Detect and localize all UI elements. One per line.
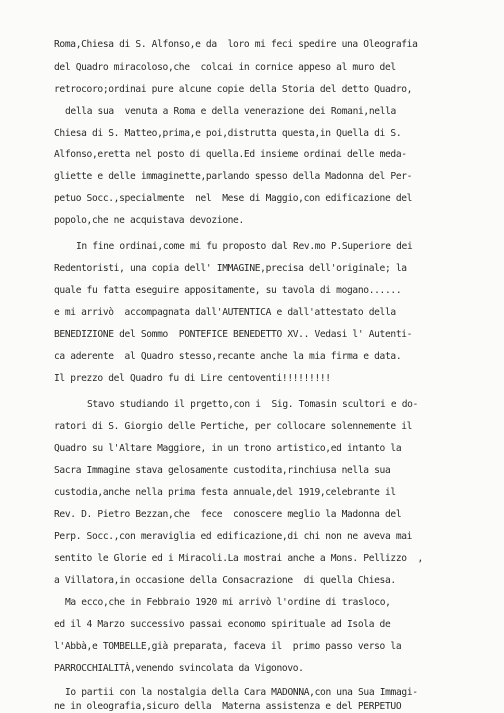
text-line: ratori di S. Giorgio delle Pertiche, per collocare solennemente il [54, 421, 413, 432]
text-line: quale fu fatta eseguire appositamente, su tavola di mogano...... [54, 285, 402, 296]
text-line: ca aderente al Quadro stesso,recante anche la mia firma e data. [54, 351, 402, 362]
text-line: custodia,anche nella prima festa annuale,del 1919,celebrante il [54, 487, 396, 498]
text-line: Redentoristi, una copia dell' IMMAGINE,precisa dell'originale; la [54, 263, 407, 274]
text-line: Alfonso,eretta nel posto di quella.Ed insieme ordinai delle meda- [54, 149, 407, 160]
text-line: della sua venuta a Roma e della venerazione dei Romani,nella [65, 106, 396, 117]
text-line: Io partii con la nostalgia della Cara MADONNA,con una Sua Immagi- [65, 687, 418, 698]
text-line: l'Abbà,e TOMBELLE,già preparata, faceva il primo passo verso la [54, 641, 402, 652]
text-line: Stavo studiando il prgetto,con i Sig. Tomasin scultori e do- [87, 399, 418, 410]
text-line: Chiesa di S. Matteo,prima,e poi,distrutta questa,in Quella di S. [54, 128, 402, 139]
text-line: ed il 4 Marzo successivo passai economo spirituale ad Isola de [54, 619, 391, 630]
text-line: popolo,che ne acquistava devozione. [54, 215, 244, 226]
text-line: del Quadro miracoloso,che colcai in cornice appeso al muro del [54, 62, 396, 73]
text-line: Roma,Chiesa di S. Alfonso,e da loro mi feci spedire una Oleografia [54, 39, 418, 50]
text-line: petuo Socc.,specialmente nel Mese di Maggio,con edificazione del [54, 193, 413, 204]
text-line: ne in oleografia,sicuro della Materna assistenza e del PERPETUO [54, 701, 402, 712]
text-line: PARROCCHIALITÀ,venendo svincolata da Vigonovo. [54, 663, 304, 674]
text-line: retrocoro;ordinai pure alcune copie della Storia del detto Quadro, [54, 84, 413, 95]
text-line: Perp. Socc.,con meraviglia ed edificazione,di chi non ne aveva mai [54, 531, 413, 542]
text-line: In fine ordinai,come mi fu proposto dal Rev.mo P.Superiore dei [76, 241, 413, 252]
text-line: Ma ecco,che in Febbraio 1920 mi arrivò l'ordine di trasloco, [65, 597, 391, 608]
text-line: BENEDIZIONE del Sommo PONTEFICE BENEDETTO XV.. Vedasi l' Autenti- [54, 329, 413, 340]
text-line: e mi arrivò accompagnata dall'AUTENTICA e dall'attestato della [54, 307, 396, 318]
text-line: Sacra Immagine stava gelosamente custodita,rinchiusa nella sua [54, 465, 391, 476]
text-line: Rev. D. Pietro Bezzan,che fece conoscere meglio la Madonna del [54, 509, 402, 520]
text-line: a Villatora,in occasione della Consacrazione di quella Chiesa. [54, 575, 396, 586]
text-line: Quadro su l'Altare Maggiore, in un trono artistico,ed intanto la [54, 443, 402, 454]
text-line: gliette e delle immaginette,parlando spesso della Madonna del Per- [54, 171, 413, 182]
text-line: Il prezzo del Quadro fu di Lire centoventi!!!!!!!!! [54, 373, 331, 384]
text-line: sentito le Glorie ed i Miracoli.La mostrai anche a Mons. Pellizzo , [54, 553, 423, 564]
